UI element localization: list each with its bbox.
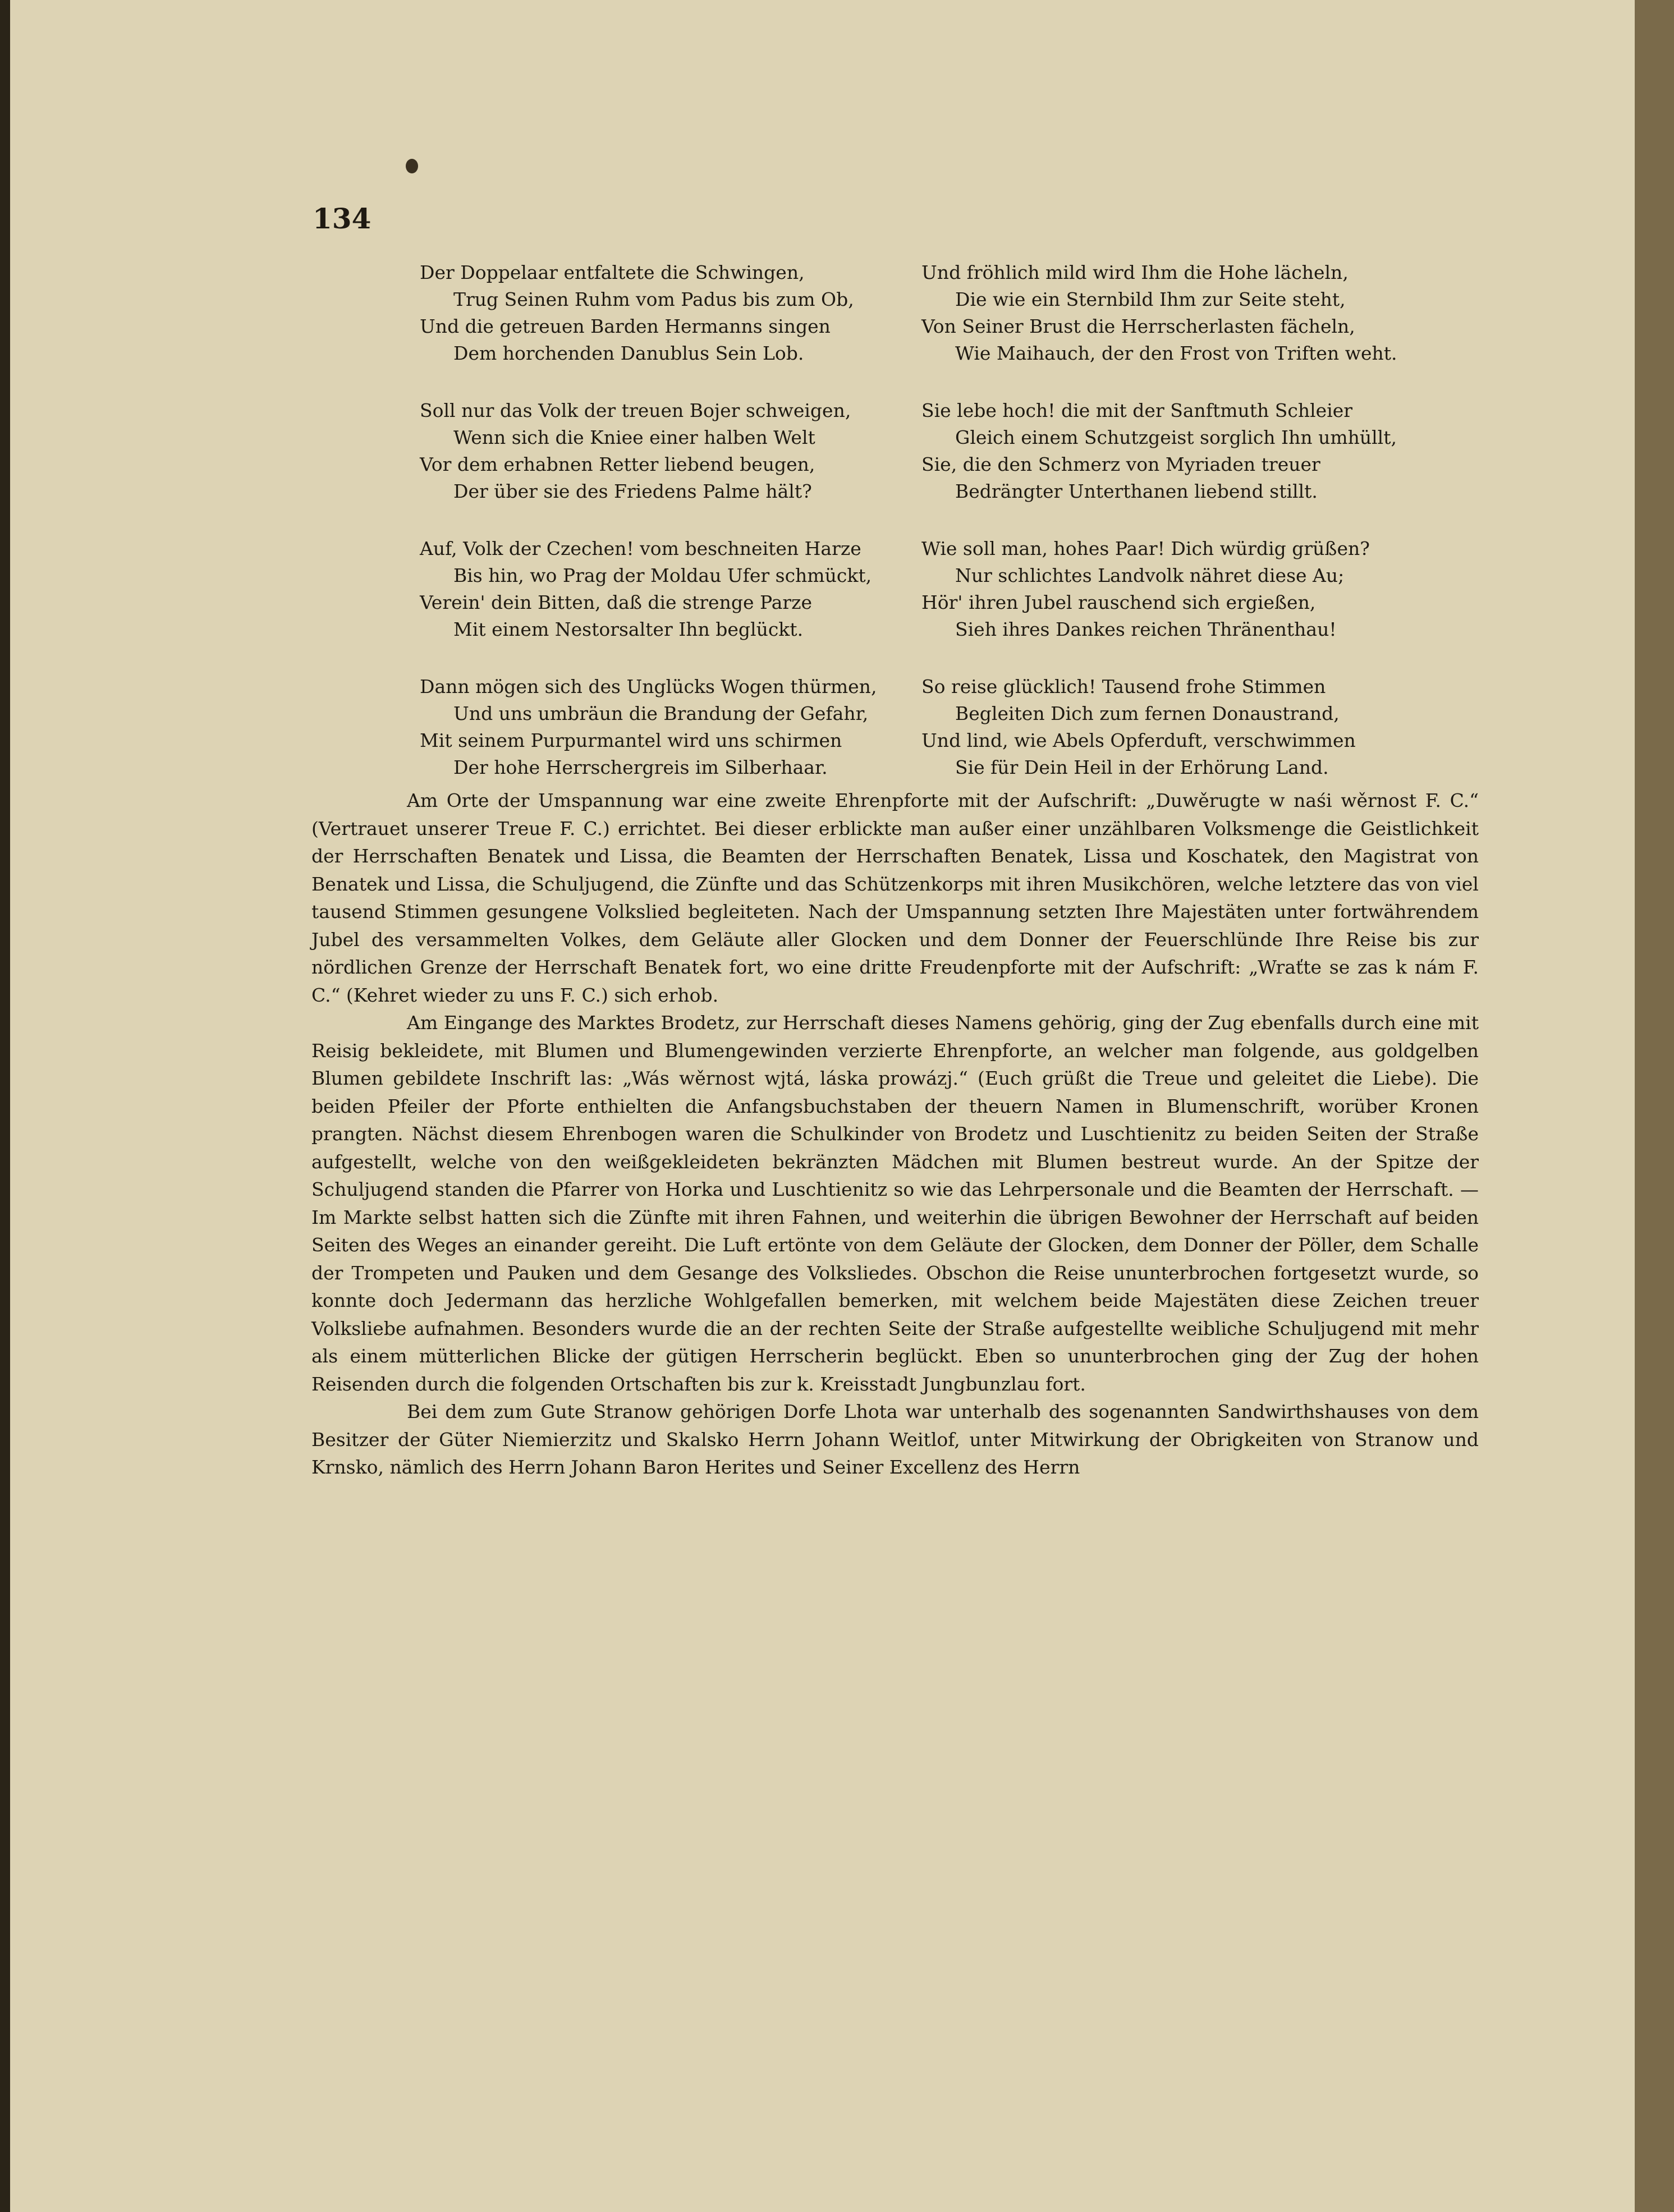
verse-line: Gleich einem Schutzgeist sorglich Ihn umhüllt, — [955, 426, 1397, 448]
verse-line: Mit seinem Purpurmantel wird uns schirmen — [420, 729, 842, 751]
verse-line: Nur schlichtes Landvolk nähret diese Au; — [955, 565, 1345, 586]
stanza — [420, 535, 914, 643]
verse-line: Und lind, wie Abels Opferduft, verschwimmen — [921, 729, 1356, 751]
verse-line: Verein' dein Bitten, daß die strenge Parze — [420, 591, 813, 613]
poem-left-column — [420, 259, 914, 811]
verse-line: Der über sie des Friedens Palme hält? — [453, 480, 812, 502]
verse-line: Trug Seinen Ruhm vom Padus bis zum Ob, — [453, 288, 854, 310]
stanza — [420, 673, 914, 781]
stanza — [921, 259, 1415, 367]
verse-line: Die wie ein Sternbild Ihm zur Seite steht, — [955, 288, 1346, 310]
stanza — [921, 535, 1415, 643]
stanza — [420, 397, 914, 505]
verse-line: Soll nur das Volk der treuen Bojer schweigen, — [420, 400, 851, 421]
verse-line: Sie lebe hoch! die mit der Sanftmuth Schleier — [921, 400, 1353, 421]
poem-right-column — [921, 259, 1415, 811]
verse-line: Der Doppelaar entfaltete die Schwingen, — [420, 261, 805, 283]
verse-line: Dann mögen sich des Unglücks Wogen thürmen, — [420, 676, 877, 697]
verse-line: Begleiten Dich zum fernen Donaustrand, — [955, 703, 1340, 724]
verse-line: Der hohe Herrschergreis im Silberhaar. — [453, 756, 828, 778]
verse-line: Sieh ihres Dankes reichen Thränenthau! — [955, 618, 1337, 640]
verse-line: Sie für Dein Heil in der Erhörung Land. — [955, 756, 1329, 778]
page-number: 134 — [313, 202, 372, 235]
prose-body — [311, 787, 1479, 1481]
verse-line: Bis hin, wo Prag der Moldau Ufer schmückt, — [453, 565, 872, 586]
verse-line: Vor dem erhabnen Retter liebend beugen, — [420, 453, 815, 475]
page-edge — [1635, 0, 1674, 2212]
verse-line: Wenn sich die Kniee einer halben Welt — [453, 426, 815, 448]
verse-line: Und fröhlich mild wird Ihm die Hohe lächeln, — [921, 261, 1349, 283]
verse-line: Auf, Volk der Czechen! vom beschneiten Harze — [420, 538, 861, 559]
verse-line: Mit einem Nestorsalter Ihn beglückt. — [453, 618, 804, 640]
stanza — [921, 397, 1415, 505]
paragraph: Am Orte der Umspannung war eine zweite Ehrenpforte mit der Aufschrift: „Duwěrugte w naśi wěrnost F. C.“ (Vertrauet unserer Treue F. C.) errichtet. Bei dieser erblickte man außer einer unzählbaren Volksmenge die Geistlichkeit der Herrschaften Benatek und Lissa, die Beamten der Herrschaften Benatek, Lissa und Koschatek, den Magistrat von Benatek und Lissa, die Schuljugend, die Zünfte und das Schützenkorps mit ihren Musikchören, welche letztere das von viel tausend Stimmen gesungene Volkslied begleiteten. Nach der Umspannung setzten Ihre Majestäten unter fortwährendem Jubel des versammelten Volkes, dem Geläute aller Glocken und dem Donner der Feuerschlünde Ihre Reise bis zur nördlichen Grenze der Herrschaft Benatek fort, wo eine dritte Freudenpforte mit der Aufschrift: „Wraťte se zas k nám F. C.“ (Kehret wieder zu uns F. C.) sich erhob. — [311, 790, 1479, 1006]
ink-spot — [406, 159, 418, 173]
verse-line: Wie Maihauch, der den Frost von Triften weht. — [955, 342, 1397, 364]
verse-line: So reise glücklich! Tausend frohe Stimmen — [921, 676, 1326, 697]
paragraph: Am Eingange des Marktes Brodetz, zur Herrschaft dieses Namens gehörig, ging der Zug ebenfalls durch eine mit Reisig bekleidete, mit Blumen und Blumengewinden verzierte Ehrenpforte, an welcher man folgende, aus goldgelben Blumen gebildete Inschrift las: „Wás wěrnost wjtá, láska prowázj.“ (Euch grüßt die Treue und geleitet die Liebe). Die beiden Pfeiler der Pforte enthielten die Anfangsbuchstaben der theuern Namen in Blumenschrift, worüber Kronen prangten. Nächst diesem Ehrenbogen waren die Schulkinder von Brodetz und Luschtienitz zu beiden Seiten der Straße aufgestellt, welche von den weißgekleideten bekränzten Mädchen mit Blumen bestreut wurde. An der Spitze der Schuljugend standen die Pfarrer von Horka und Luschtienitz so wie das Lehrpersonale und die Beamten der Herrschaft. — Im Markte selbst hatten sich die Zünfte mit ihren Fahnen, und weiterhin die übrigen Bewohner der Herrschaft auf beiden Seiten des Weges an einander gereiht. Die Luft ertönte von dem Geläute der Glocken, dem Donner der Pöller, dem Schalle der Trompeten und Pauken und dem Gesange des Volksliedes. Obschon die Reise ununterbrochen fortgesetzt wurde, so konnte doch Jedermann das herzliche Wohlgefallen bemerken, mit welchem beide Majestäten diese Zeichen treuer Volksliebe aufnahmen. Besonders wurde die an der rechten Seite der Straße aufgestellte weibliche Schuljugend mit mehr als einem mütterlichen Blicke der gütigen Herrscherin beglückt. Eben so ununterbrochen ging der Zug der hohen Reisenden durch die folgenden Ortschaften bis zur k. Kreisstadt Jungbunzlau fort. — [311, 1012, 1479, 1395]
verse-line: Hör' ihren Jubel rauschend sich ergießen, — [921, 591, 1316, 613]
stanza — [921, 673, 1415, 781]
stanza — [420, 259, 914, 367]
verse-line: Von Seiner Brust die Herrscherlasten fächeln, — [921, 315, 1355, 337]
verse-line: Und die getreuen Barden Hermanns singen — [420, 315, 831, 337]
paragraph: Bei dem zum Gute Stranow gehörigen Dorfe Lhota war unterhalb des sogenannten Sandwirthshauses von dem Besitzer der Güter Niemierzitz und Skalsko Herrn Johann Weitlof, unter Mitwirkung der Obrigkeiten von Stranow und Krnsko, nämlich des Herrn Johann Baron Herites und Seiner Excellenz des Herrn — [311, 1401, 1479, 1478]
verse-line: Sie, die den Schmerz von Myriaden treuer — [921, 453, 1320, 475]
verse-line: Und uns umbräun die Brandung der Gefahr, — [453, 703, 869, 724]
verse-line: Bedrängter Unterthanen liebend stillt. — [955, 480, 1318, 502]
verse-line: Wie soll man, hohes Paar! Dich würdig grüßen? — [921, 538, 1370, 559]
verse-line: Dem horchenden Danublus Sein Lob. — [453, 342, 804, 364]
